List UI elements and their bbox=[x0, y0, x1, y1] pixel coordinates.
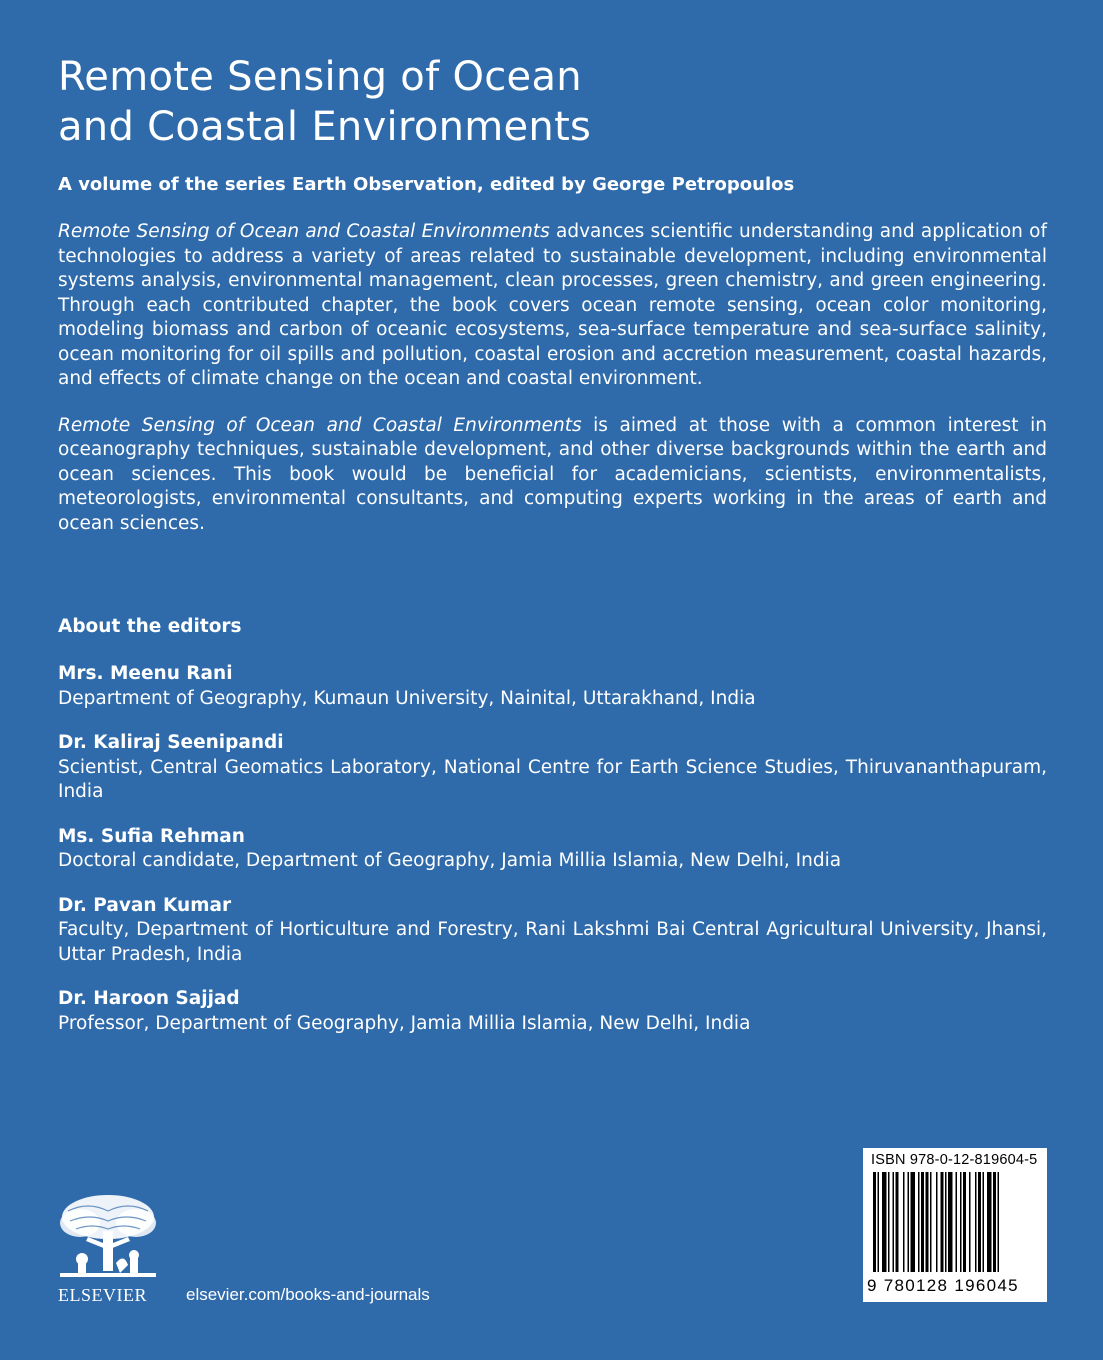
title-line-2: and Coastal Environments bbox=[58, 104, 592, 150]
book-title-italic: Remote Sensing of Ocean and Coastal Environments bbox=[58, 221, 550, 242]
description-paragraph-1 bbox=[58, 220, 1047, 392]
elsevier-wordmark: ELSEVIER bbox=[58, 1285, 147, 1305]
editor-affiliation: Faculty, Department of Horticulture and Forestry, Rani Lakshmi Bai Central Agricultural University, Jhansi, Uttar Pradesh, India bbox=[58, 919, 1047, 965]
editor-entry bbox=[58, 731, 1047, 805]
editor-entry bbox=[58, 662, 1047, 711]
book-title bbox=[58, 52, 1047, 152]
series-subtitle: A volume of the series Earth Observation, edited by George Petropoulos bbox=[58, 174, 795, 195]
editor-name: Dr. Kaliraj Seenipandi bbox=[58, 732, 284, 753]
editor-affiliation: Professor, Department of Geography, Jamia Millia Islamia, New Delhi, India bbox=[58, 1012, 751, 1034]
editor-affiliation: Department of Geography, Kumaun University, Nainital, Uttarakhand, India bbox=[58, 687, 756, 709]
editor-name: Ms. Sufia Rehman bbox=[58, 825, 245, 847]
description-paragraph-2 bbox=[58, 414, 1047, 537]
editor-entry bbox=[58, 987, 1047, 1036]
back-cover-content bbox=[58, 52, 1047, 1036]
about-editors-heading: About the editors bbox=[58, 616, 242, 637]
editor-name: Mrs. Meenu Rani bbox=[58, 663, 233, 684]
barcode-digits: 9 780128 196045 bbox=[867, 1276, 1019, 1295]
editor-affiliation: Scientist, Central Geomatics Laboratory, National Centre for Earth Science Studies, Thiruvananthapuram, India bbox=[58, 756, 1047, 802]
description-text: advances scientific understanding and application of technologies to address a variety of areas related to sustainable development, including environmental systems analysis, environmental management, clean processes, green chemistry, and green engineering. Through each contributed chapter, the book covers ocean remote sensing, ocean color monitoring, modeling biomass and carbon of oceanic ecosystems, sea-surface temperature and sea-surface salinity, ocean monitoring for oil spills and pollution, coastal erosion and accretion measurement, coastal hazards, and effects of climate change on the ocean and coastal environment. bbox=[58, 221, 1047, 389]
isbn-label: ISBN 978-0-12-819604-5 bbox=[871, 1152, 1038, 1168]
elsevier-tree-logo-icon bbox=[58, 1193, 158, 1281]
isbn-barcode-box bbox=[863, 1148, 1047, 1302]
title-line-1: Remote Sensing of Ocean bbox=[58, 54, 582, 100]
editor-entry bbox=[58, 894, 1047, 968]
editor-name: Dr. Pavan Kumar bbox=[58, 894, 232, 916]
description-text: is aimed at those with a common interest in oceanography techniques, sustainable development, and other diverse backgrounds within the earth and ocean sciences. This book would be beneficial for academicians, scientists, environmentalists, meteorologists, environmental consultants, and computing experts working in the areas of earth and ocean sciences. bbox=[58, 414, 1047, 534]
publisher-website-link[interactable]: elsevier.com/books-and-journals bbox=[186, 1285, 430, 1304]
barcode-icon bbox=[871, 1172, 1039, 1276]
editor-entry bbox=[58, 825, 1047, 874]
editor-affiliation: Doctoral candidate, Department of Geography, Jamia Millia Islamia, New Delhi, India bbox=[58, 850, 842, 871]
book-title-italic: Remote Sensing of Ocean and Coastal Environments bbox=[58, 414, 582, 436]
editor-name: Dr. Haroon Sajjad bbox=[58, 988, 240, 1009]
